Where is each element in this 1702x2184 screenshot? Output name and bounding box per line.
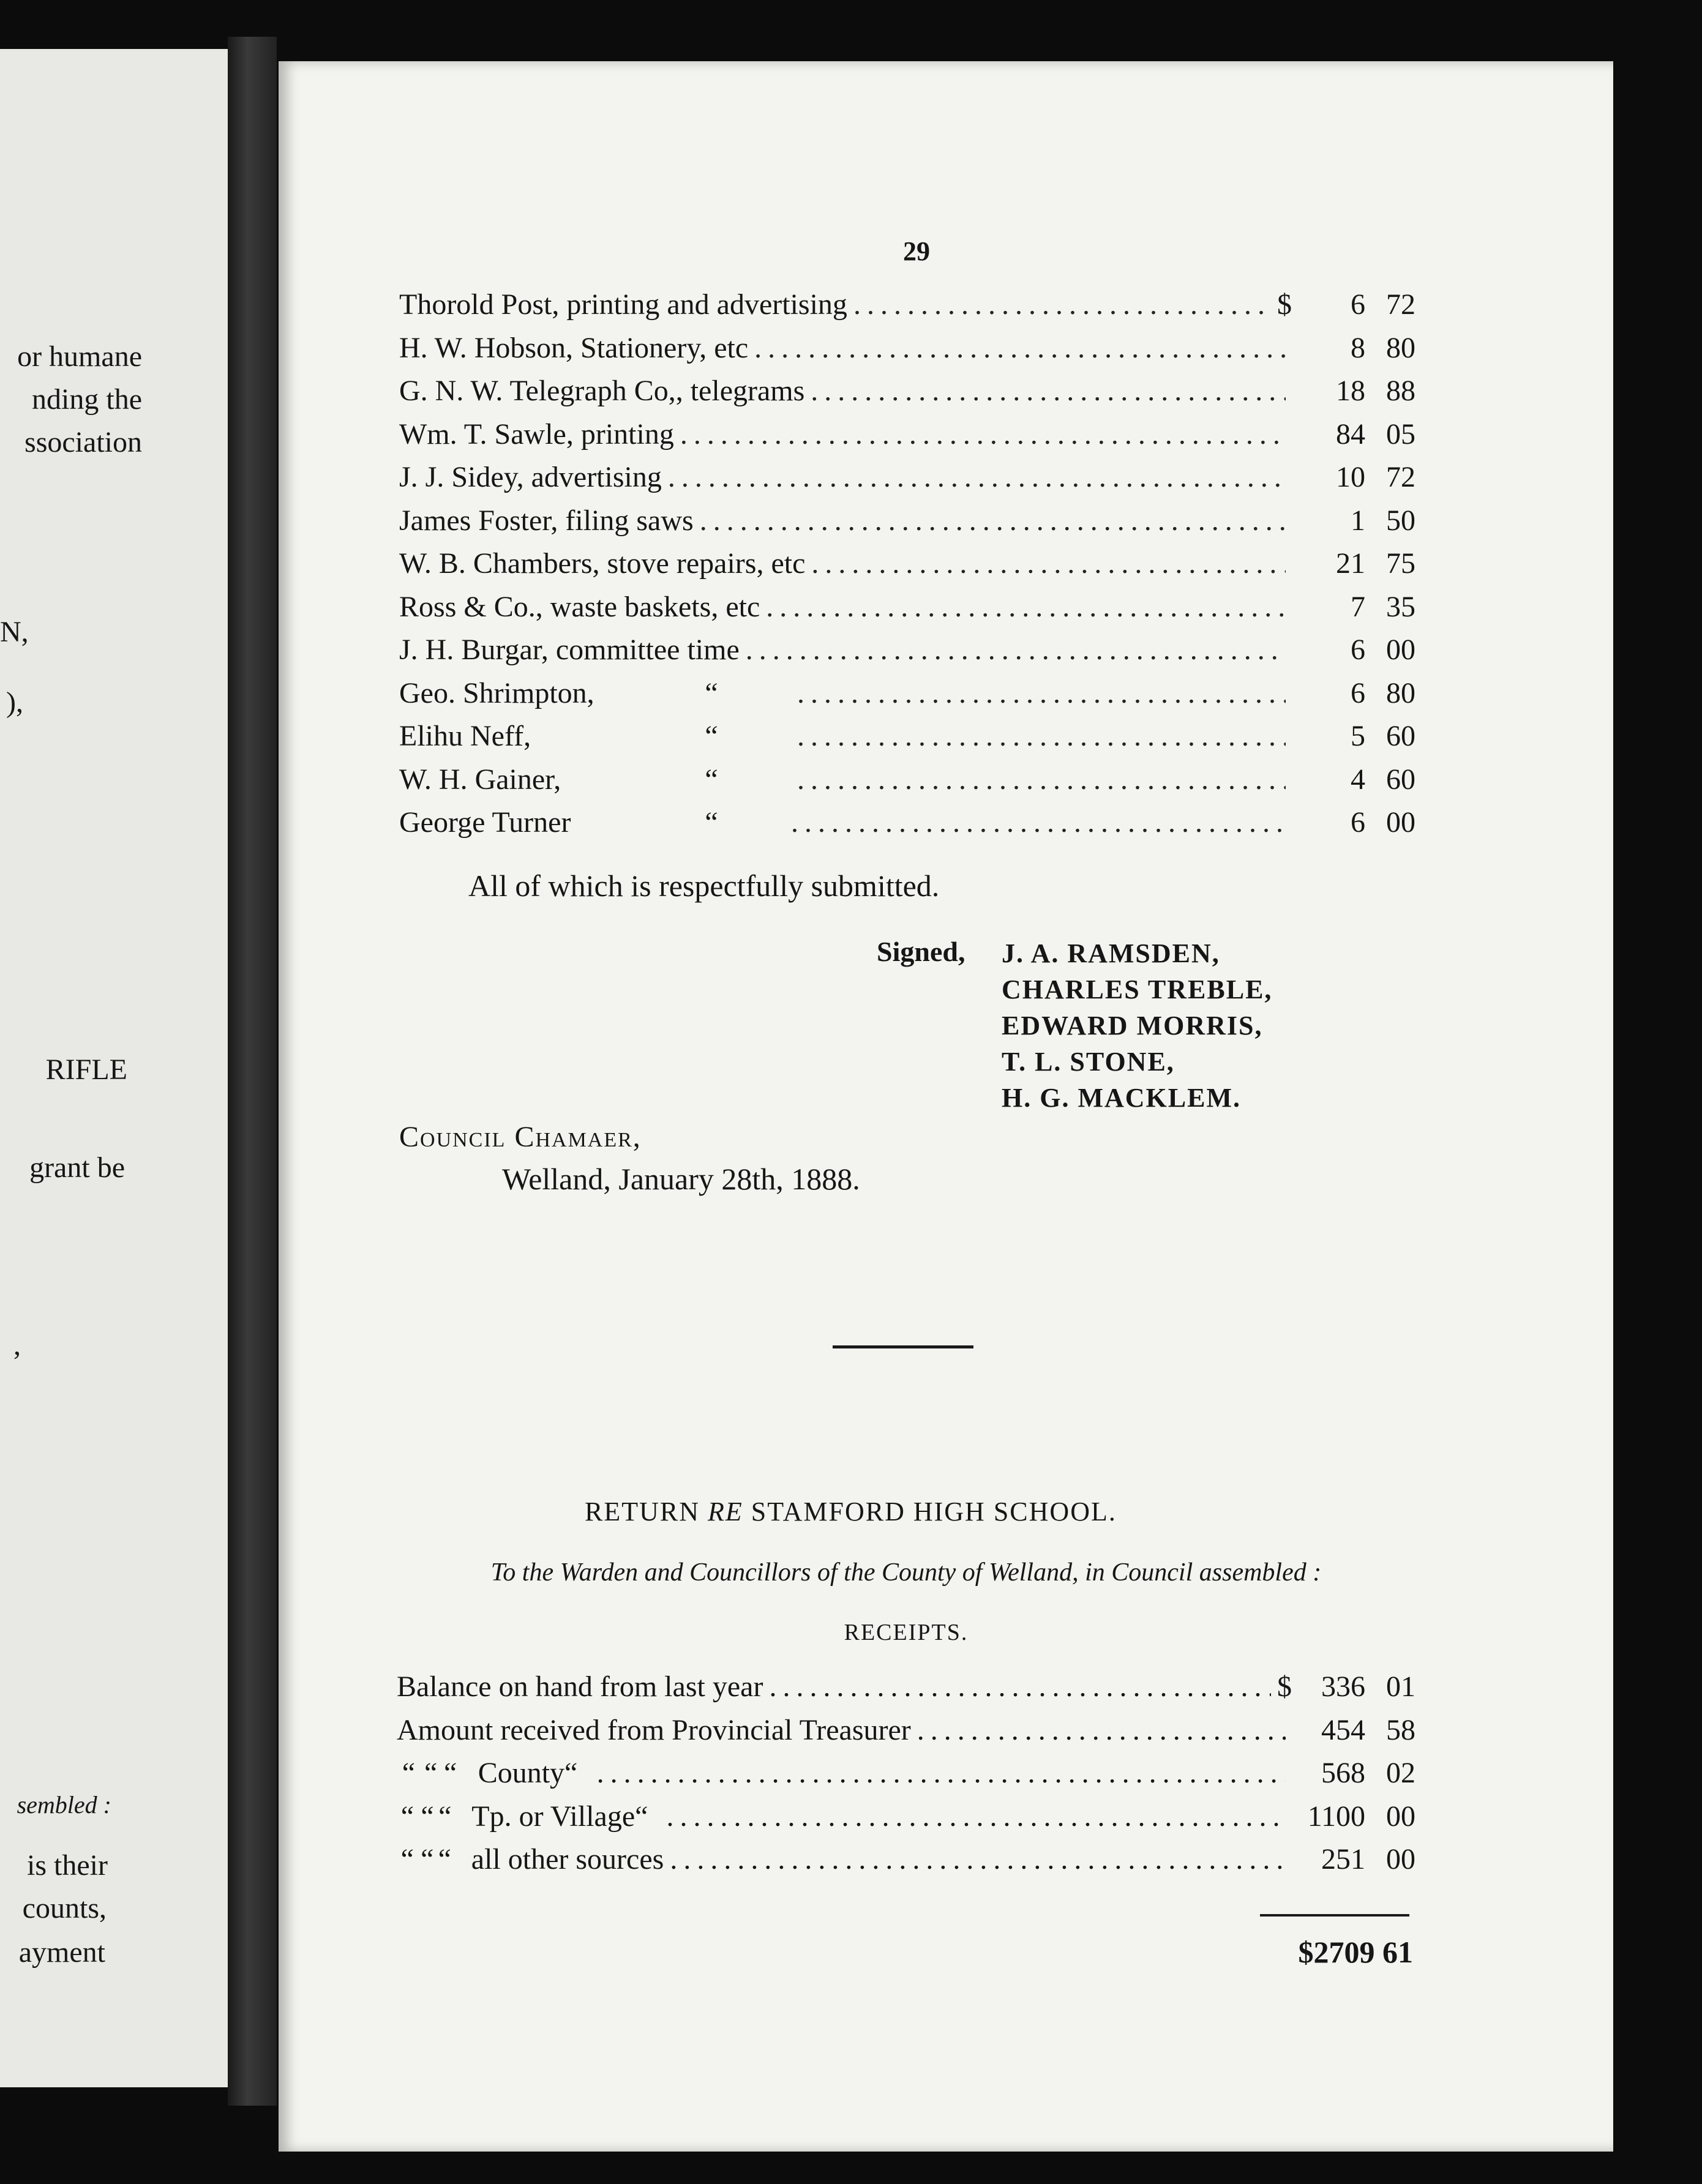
left-page-fragment: is their: [27, 1849, 108, 1882]
amount-dollars: 251: [1321, 1843, 1365, 1875]
ditto-mark: “: [402, 1757, 416, 1789]
left-page-fragment: RIFLE: [45, 1053, 127, 1086]
amount-cents: 35: [1386, 590, 1415, 623]
amount-dollars: 7: [1351, 590, 1365, 623]
payee: Wm. T. Sawle, printing: [399, 417, 674, 451]
leader-dots: [769, 1670, 1271, 1703]
receipt-label: County: [478, 1757, 565, 1789]
amount-cents: 80: [1386, 676, 1415, 709]
amount-cents: 72: [1386, 461, 1415, 493]
signatory-name: J. A. RAMSDEN,: [1002, 938, 1220, 968]
amount-cents: 02: [1386, 1757, 1415, 1789]
amount-cents: 00: [1386, 634, 1415, 666]
amount-cents: 00: [1386, 1800, 1415, 1833]
total-rule: [1260, 1914, 1409, 1917]
signatories: [1002, 935, 1272, 1116]
payee: W. B. Chambers, stove repairs, etc: [399, 547, 806, 580]
leader-dots: [746, 633, 1286, 667]
account-row: [399, 417, 1415, 461]
book-gutter: [228, 37, 277, 2106]
accounts-list: [399, 288, 1415, 849]
leader-dots: [670, 1842, 1286, 1876]
leader-dots: [680, 417, 1286, 451]
amount-cents: 00: [1386, 1843, 1415, 1875]
payee: Geo. Shrimpton,: [399, 676, 594, 709]
leader-dots: [811, 374, 1286, 408]
amount-dollars: 10: [1336, 461, 1365, 493]
leader-dots: [666, 1800, 1286, 1833]
ditto-mark: “: [421, 1800, 434, 1833]
leader-dots: [754, 331, 1286, 365]
amount-cents: 75: [1386, 547, 1415, 580]
receipts-list: [397, 1670, 1415, 1886]
leader-dots: [917, 1713, 1286, 1747]
receipts-total: $2709 61: [1298, 1935, 1413, 1969]
currency-sign: $: [1277, 1670, 1292, 1703]
amount-dollars: 8: [1351, 331, 1365, 364]
receipt-row: [397, 1713, 1415, 1757]
leader-dots: [700, 504, 1286, 537]
account-row: [399, 633, 1415, 676]
account-row: [399, 374, 1415, 417]
amount-cents: 72: [1386, 288, 1415, 321]
address-line: To the Warden and Councillors of the County of Welland, in Council assembled :: [490, 1558, 1322, 1587]
amount-dollars: 568: [1321, 1757, 1365, 1789]
amount-dollars: 6: [1351, 806, 1365, 839]
ditto-mark: “: [424, 1757, 438, 1789]
amount-cents: 60: [1386, 763, 1415, 796]
receipt-label: all other sources: [471, 1843, 664, 1875]
account-row: [399, 547, 1415, 590]
leader-dots: [668, 460, 1286, 494]
leader-dots: [797, 719, 1286, 753]
left-page-fragment: nding the: [32, 383, 142, 416]
amount-dollars: 6: [1351, 288, 1365, 321]
ditto-mark: “: [400, 1843, 414, 1875]
amount-dollars: 21: [1336, 547, 1365, 580]
amount-dollars: 6: [1351, 634, 1365, 666]
payee: George Turner: [399, 806, 571, 839]
ditto-mark: “: [400, 1800, 414, 1833]
amount-dollars: 84: [1336, 417, 1365, 451]
account-row: [399, 331, 1415, 375]
amount-cents: 05: [1386, 417, 1415, 451]
leader-dots: [853, 288, 1271, 321]
signatory-name: EDWARD MORRIS,: [1002, 1011, 1263, 1041]
leader-dots: [766, 590, 1286, 624]
signatory-name: CHARLES TREBLE,: [1002, 974, 1273, 1004]
signatory-name: H. G. MACKLEM.: [1002, 1083, 1241, 1113]
amount-cents: 00: [1386, 806, 1415, 839]
left-page-fragment: counts,: [22, 1892, 107, 1924]
ditto-mark: “: [438, 1800, 452, 1833]
leader-dots: [811, 547, 1286, 580]
amount-cents: 58: [1386, 1713, 1415, 1746]
account-row: [399, 288, 1415, 331]
left-page-fragment: grant be: [29, 1151, 125, 1184]
account-row: [399, 590, 1415, 634]
ditto-mark: “: [705, 720, 718, 752]
amount-dollars: 1: [1351, 504, 1365, 537]
ditto-mark: “: [635, 1800, 648, 1833]
return-title-pre: RETURN: [585, 1497, 700, 1527]
receipt-label: Tp. or Village: [471, 1800, 635, 1833]
return-title-post: STAMFORD HIGH SCHOOL.: [751, 1497, 1117, 1527]
amount-cents: 50: [1386, 504, 1415, 537]
account-row: [399, 806, 1415, 849]
amount-dollars: 1100: [1307, 1800, 1365, 1833]
ditto-mark: “: [705, 806, 718, 839]
payee: James Foster, filing saws: [399, 504, 694, 537]
payee: Elihu Neff,: [399, 720, 531, 752]
amount-cents: 01: [1386, 1670, 1415, 1703]
signatory-name: T. L. STONE,: [1002, 1047, 1175, 1077]
receipt-row: [397, 1756, 1415, 1800]
section-divider: [833, 1345, 973, 1348]
payee: H. W. Hobson, Stationery, etc: [399, 331, 749, 364]
amount-cents: 80: [1386, 331, 1415, 364]
left-page-fragment: ayment: [18, 1936, 105, 1969]
left-page-fragment: N,: [0, 616, 29, 648]
receipts-heading: RECEIPTS.: [844, 1620, 969, 1645]
left-page: [0, 49, 230, 2087]
receipt-row: [397, 1800, 1415, 1843]
receipt-label: Amount received from Provincial Treasurer: [397, 1713, 911, 1746]
council-chamber: Council Chamaer,: [399, 1121, 642, 1153]
amount-cents: 88: [1386, 375, 1415, 407]
leader-dots: [797, 763, 1286, 796]
receipt-row: [397, 1842, 1415, 1886]
payee: G. N. W. Telegraph Co,, telegrams: [399, 375, 805, 407]
receipt-label: Balance on hand from last year: [397, 1670, 763, 1703]
ditto-mark: “: [705, 763, 718, 796]
account-row: [399, 676, 1415, 720]
signed-label: Signed,: [877, 936, 965, 967]
closing-statement: All of which is respectfully submitted.: [468, 869, 940, 903]
receipt-row: [397, 1670, 1415, 1713]
payee: Ross & Co., waste baskets, etc: [399, 590, 760, 623]
account-row: [399, 763, 1415, 806]
left-page-fragment: sembled :: [17, 1791, 111, 1819]
account-row: [399, 460, 1415, 504]
leader-dots: [797, 676, 1286, 710]
currency-sign: $: [1277, 288, 1292, 321]
amount-cents: 60: [1386, 720, 1415, 752]
amount-dollars: 336: [1321, 1670, 1365, 1703]
account-row: [399, 719, 1415, 763]
ditto-mark: “: [421, 1843, 434, 1875]
left-page-fragment: ),: [6, 686, 23, 719]
ditto-mark: “: [564, 1757, 578, 1789]
payee: J. H. Burgar, committee time: [399, 634, 740, 666]
ditto-mark: “: [705, 676, 718, 709]
left-page-fragment: or humane: [17, 340, 142, 373]
ditto-mark: “: [438, 1843, 451, 1875]
leader-dots: [597, 1756, 1286, 1790]
ditto-mark: “: [443, 1757, 457, 1789]
amount-dollars: 18: [1336, 375, 1365, 407]
amount-dollars: 6: [1351, 676, 1365, 709]
payee: Thorold Post, printing and advertising: [399, 288, 847, 321]
left-page-fragment: ssociation: [24, 426, 142, 458]
amount-dollars: 4: [1351, 763, 1365, 796]
date-line: Welland, January 28th, 1888.: [502, 1162, 860, 1196]
payee: J. J. Sidey, advertising: [399, 461, 662, 493]
account-row: [399, 504, 1415, 547]
payee: W. H. Gainer,: [399, 763, 561, 796]
amount-dollars: 5: [1351, 720, 1365, 752]
return-title: [585, 1496, 1117, 1527]
left-page-fragment: ,: [13, 1329, 21, 1361]
page-number: 29: [903, 236, 930, 266]
leader-dots: [791, 806, 1286, 839]
return-title-re: RE: [708, 1497, 743, 1527]
amount-dollars: 454: [1321, 1713, 1365, 1746]
